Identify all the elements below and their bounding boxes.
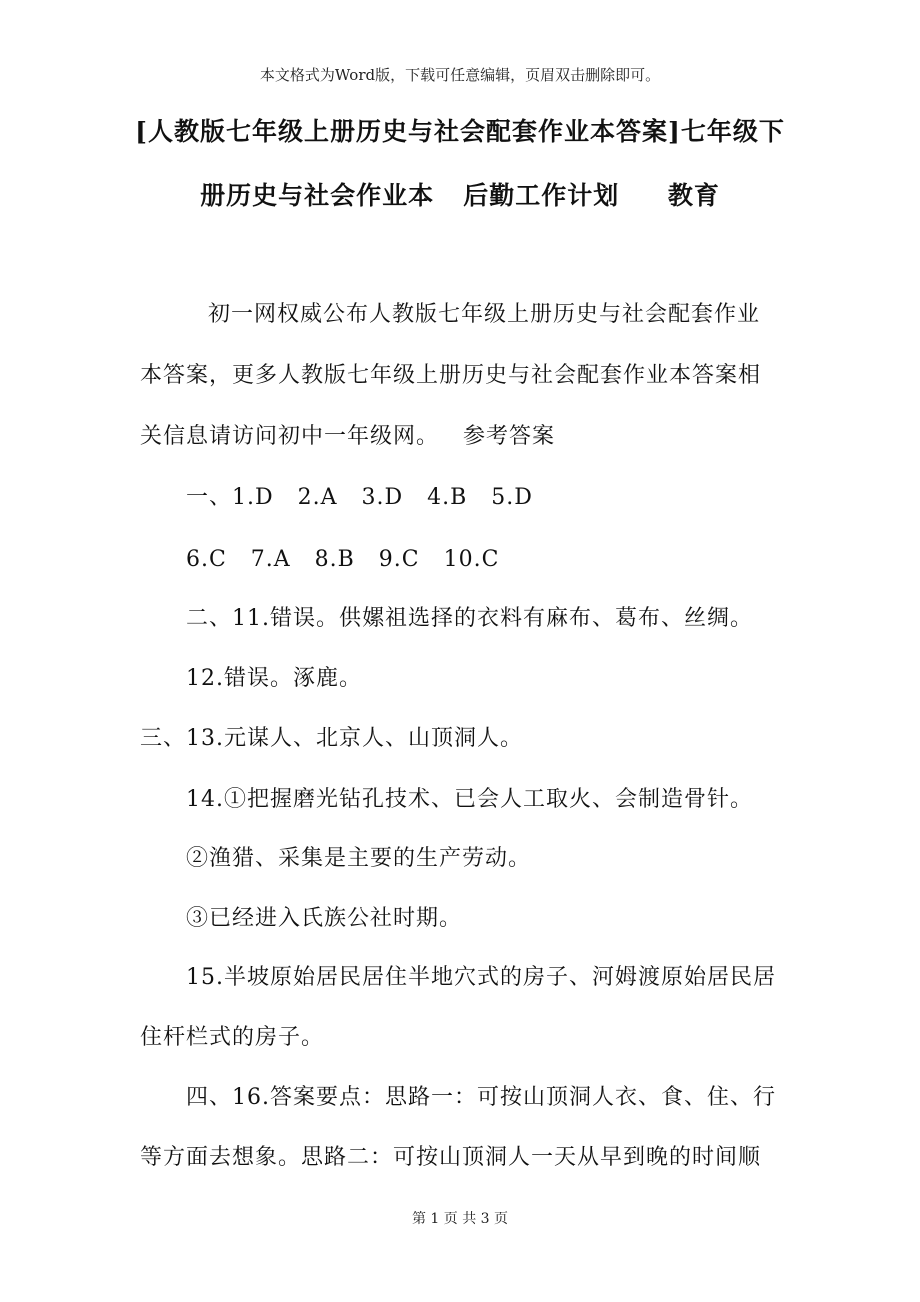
page-footer: 第 1 页 共 3 页 — [411, 1211, 509, 1227]
body-line-3: 关信息请访问初中一年级网。 参考答案 — [140, 424, 555, 449]
title-part-3: 教育 — [667, 181, 720, 210]
answer-line-9: 15.半坡原始居民居住半地穴式的房子、河姆渡原始居民居 — [186, 965, 776, 990]
answer-line-12: 等方面去想象。思路二：可按山顶洞人一天从早到晚的时间顺 — [140, 1145, 762, 1170]
answer-line-8: ③已经进入氏族公社时期。 — [186, 906, 463, 931]
title-line-1: [人教版七年级上册历史与社会配套作业本答案]七年级下 — [135, 117, 785, 146]
header-note: 本文格式为Word版，下载可任意编辑，页眉双击删除即可。 — [259, 66, 661, 84]
answer-line-5: 三、13.元谋人、北京人、山顶洞人。 — [140, 726, 523, 751]
title-part-1: 册历史与社会作业本 — [200, 181, 435, 210]
answer-line-4: 12.错误。涿鹿。 — [186, 666, 362, 691]
answer-line-3: 二、11.错误。供嫘祖选择的衣料有麻布、葛布、丝绸。 — [186, 606, 753, 631]
answer-line-1: 一、1.D 2.A 3.D 4.B 5.D — [186, 485, 533, 510]
title-line-2 — [0, 176, 920, 212]
title-part-2: 后勤工作计划 — [463, 181, 620, 210]
answer-line-11: 四、16.答案要点：思路一：可按山顶洞人衣、食、住、行 — [186, 1085, 776, 1110]
answer-line-10: 住杆栏式的房子。 — [140, 1025, 325, 1050]
answer-line-2: 6.C 7.A 8.B 9.C 10.C — [186, 547, 500, 572]
answer-line-6: 14.①把握磨光钻孔技术、已会人工取火、会制造骨针。 — [186, 787, 753, 812]
body-line-2: 本答案，更多人教版七年级上册历史与社会配套作业本答案相 — [140, 363, 762, 388]
answer-line-7: ②渔猎、采集是主要的生产劳动。 — [186, 846, 532, 871]
body-line-1: 初一网权威公布人教版七年级上册历史与社会配套作业 — [208, 302, 761, 327]
